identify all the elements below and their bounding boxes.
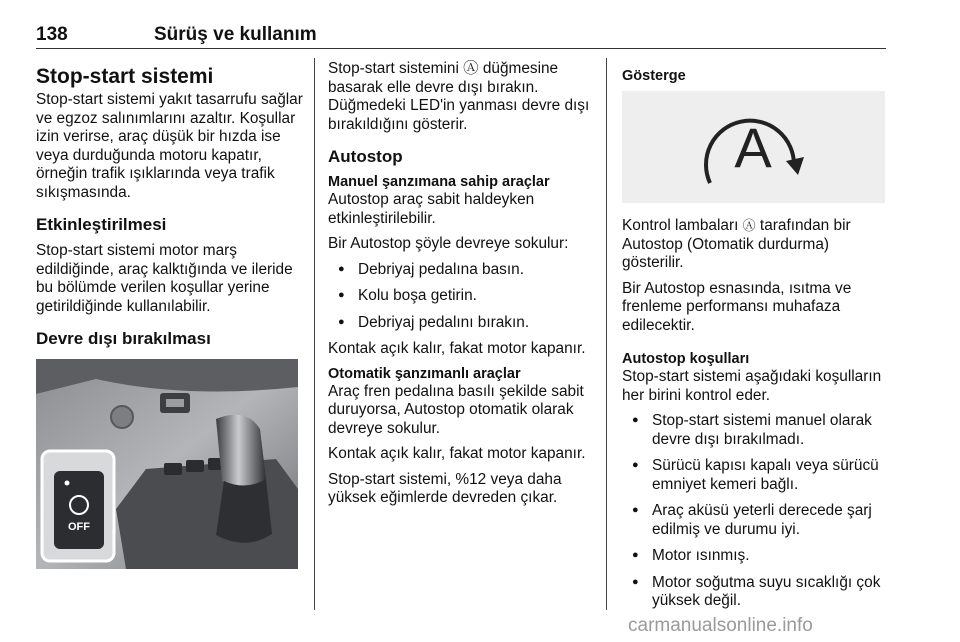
- autostop-indicator-icon: [734, 116, 772, 179]
- autostop-info-paragraph: Bir Autostop esnasında, ısıtma ve frenleme performansı muhafaza edilecektir.: [622, 279, 852, 334]
- indicator-text-pre: Kontrol lambaları: [622, 217, 739, 234]
- page-number: 138: [36, 24, 68, 45]
- svg-text:OFF: OFF: [68, 521, 90, 533]
- column-1: [36, 60, 304, 569]
- ignition-paragraph-1: Kontak açık kalır, fakat motor kapanır.: [328, 340, 586, 357]
- console-photo: [36, 359, 298, 569]
- indicator-heading: Gösterge: [622, 68, 686, 84]
- conditions-heading: Autostop koşulları: [622, 351, 750, 367]
- column-3: [622, 60, 888, 619]
- automatic-paragraph: Araç fren pedalına basılı şekilde sabit duruyorsa, Autostop otomatik olarak devreye sokulur.: [328, 382, 584, 437]
- deactivation-text-pre: Stop-start sistemini: [328, 60, 459, 77]
- ignition-paragraph-2: Kontak açık kalır, fakat motor kapanır.: [328, 445, 586, 462]
- manual-paragraph: Autostop araç sabit haldeyken etkinleştirilebilir.: [328, 191, 535, 227]
- autostop-heading: Autostop: [328, 147, 403, 166]
- list-item: ● Debriyaj pedalını bırakın.: [328, 314, 598, 333]
- watermark: carmanualsonline.info: [628, 615, 813, 636]
- activation-paragraph: Stop-start sistemi motor marş edildiğinde, araç kalktığında ve ileride bu bölümde verilen koşullar yerine getirildiğinde kullanılabilir.: [36, 242, 293, 315]
- activate-line: Bir Autostop şöyle devreye sokulur:: [328, 235, 569, 252]
- conditions-intro: Stop-start sistemi aşağıdaki koşulların her birini kontrol eder.: [622, 368, 882, 404]
- deactivation-paragraph: [328, 60, 598, 134]
- off-button-label: [68, 521, 90, 533]
- autostop-icon: Ⓐ: [742, 218, 756, 233]
- deactivation-text-post: düğmesine basarak elle devre dışı bırakın. Düğmedeki LED'in yanması devre dışı bırakıldığını gösterir.: [328, 60, 590, 133]
- list-item: ● Araç aküsü yeterli derecede şarj edilmiş ve durumu iyi.: [622, 502, 888, 539]
- section-title: Stop-start sistemi: [36, 65, 214, 88]
- indicator-text-post: tarafından bir Autostop (Otomatik durdurma) gösterilir.: [622, 217, 851, 271]
- list-item: ● Debriyaj pedalına basın.: [328, 261, 598, 280]
- activation-heading: Etkinleştirilmesi: [36, 215, 167, 234]
- slope-paragraph: Stop-start sistemi, %12 veya daha yüksek eğimlerde devreden çıkar.: [328, 470, 562, 506]
- column-divider-2: [606, 58, 607, 610]
- chapter-title: Sürüş ve kullanım: [154, 24, 317, 45]
- autostop-indicator-graphic: [622, 91, 885, 203]
- list-item: ● Stop-start sistemi manuel olarak devre dışı bırakılmadı.: [622, 412, 888, 449]
- list-item: ● Kolu boşa getirin.: [328, 287, 598, 306]
- automatic-transmission-heading: Otomatik şanzımanlı araçlar: [328, 365, 521, 382]
- indicator-paragraph: [622, 217, 888, 273]
- manual-transmission-heading: Manuel şanzımana sahip araçlar: [328, 174, 550, 190]
- conditions-list: [622, 412, 888, 611]
- intro-paragraph: Stop-start sistemi yakıt tasarrufu sağlar ve egzoz salınımlarını azaltır. Koşullar izin verirse, araç düşük bir hızda ise veya durduğunda motoru kapatır, örneğin trafik ışıklarında veya trafik sıkışmasında.: [36, 91, 303, 201]
- column-divider-1: [314, 58, 315, 610]
- page-header: [36, 18, 886, 49]
- list-item: ● Motor ısınmış.: [622, 547, 888, 566]
- list-item: ● Motor soğutma suyu sıcaklığı çok yüksek değil.: [622, 574, 888, 611]
- column-2: [328, 60, 598, 515]
- deactivation-heading: Devre dışı bırakılması: [36, 329, 211, 348]
- list-item: ● Sürücü kapısı kapalı veya sürücü emniyet kemeri bağlı.: [622, 457, 888, 494]
- autostop-off-icon: Ⓐ: [463, 60, 479, 77]
- svg-text:A: A: [734, 116, 772, 179]
- autostop-steps: [328, 261, 598, 333]
